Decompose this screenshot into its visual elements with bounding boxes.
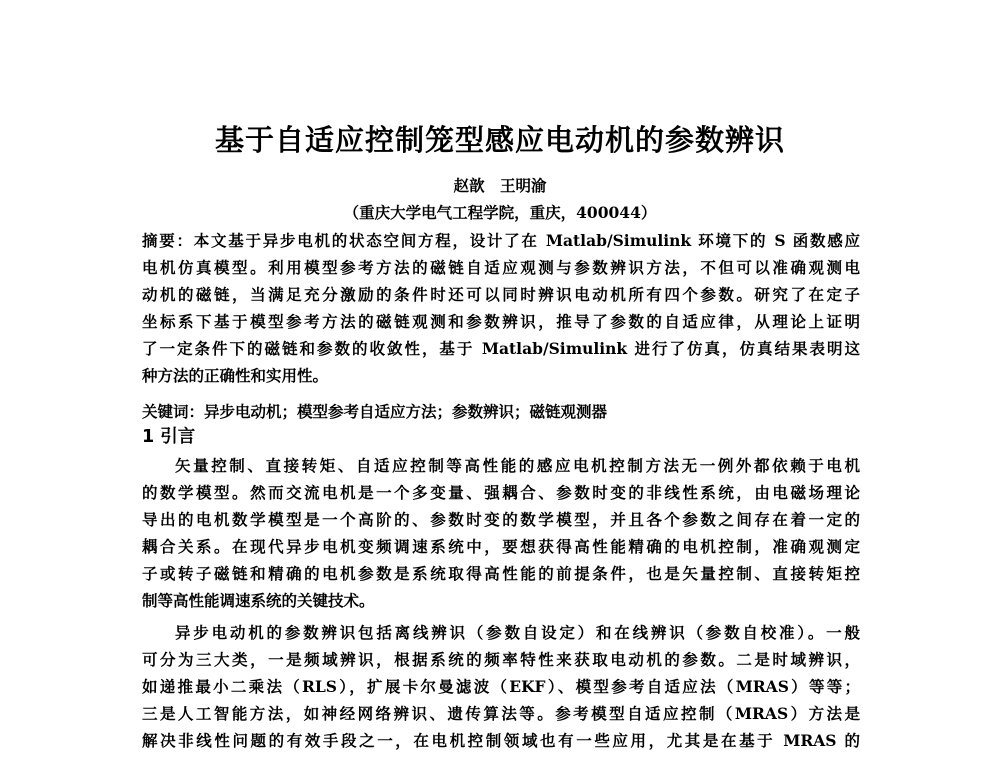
paragraph-2 [142, 619, 860, 754]
abstract-line: 动机的磁链，当满足充分激励的条件时还可以同时辨识电动机所有四个参数。研究了在定子 [142, 285, 860, 304]
paragraph-line: 制等高性能调速系统的关键技术。 [142, 591, 375, 610]
affiliation: （重庆大学电气工程学院，重庆，400044） [343, 203, 657, 222]
abstract-line: 种方法的正确性和实用性。 [142, 366, 329, 385]
authors: 赵歆 王明渝 [453, 176, 547, 195]
abstract-line: 摘要：本文基于异步电机的状态空间方程，设计了在 Matlab/Simulink 环境下的 S 函数感应 [142, 231, 860, 250]
paragraph-line: 矢量控制、直接转矩、自适应控制等高性能的感应电机控制方法无一例外都依赖于电机 [175, 456, 860, 475]
paragraph-line: 耦合关系。在现代异步电机变频调速系统中，要想获得高性能精确的电机控制，准确观测定 [142, 537, 860, 556]
paragraph-line: 异步电动机的参数辨识包括离线辨识（参数自设定）和在线辨识（参数自校准）。一般 [175, 623, 860, 642]
paragraph-line: 三是人工智能方法，如神经网络辨识、遗传算法等。参考模型自适应控制（MRAS）方法是 [142, 704, 860, 723]
paper-title: 基于自适应控制笼型感应电动机的参数辨识 [214, 123, 785, 157]
paragraph-line: 如递推最小二乘法（RLS），扩展卡尔曼滤波（EKF）、模型参考自适应法（MRAS）等等； [142, 677, 860, 696]
abstract-line: 了一定条件下的磁链和参数的收敛性，基于 Matlab/Simulink 进行了仿真，仿真结果表明这 [142, 339, 860, 358]
paragraph-1 [142, 452, 860, 614]
abstract [142, 227, 860, 389]
keywords-line: 关键词：异步电动机；模型参考自适应方法；参数辨识；磁链观测器 [142, 402, 608, 421]
paragraph-line: 解决非线性问题的有效手段之一，在电机控制领域也有一些应用，尤其是在基于 MRAS 的 [142, 731, 860, 750]
abstract-line: 电机仿真模型。利用模型参考方法的磁链自适应观测与参数辨识方法，不但可以准确观测电 [142, 258, 860, 277]
abstract-line: 坐标系下基于模型参考方法的磁链观测和参数辨识，推导了参数的自适应律，从理论上证明 [142, 312, 860, 331]
paragraph-line: 导出的电机数学模型是一个高阶的、参数时变的数学模型，并且各个参数之间存在着一定的 [142, 510, 860, 529]
paragraph-line: 的数学模型。然而交流电机是一个多变量、强耦合、参数时变的非线性系统，由电磁场理论 [142, 483, 860, 502]
paragraph-line: 可分为三大类，一是频域辨识，根据系统的频率特性来获取电动机的参数。二是时域辨识， [142, 650, 860, 669]
keywords [142, 398, 860, 425]
paragraph-line: 子或转子磁链和精确的电机参数是系统取得高性能的前提条件，也是矢量控制、直接转矩控 [142, 564, 860, 583]
section-heading: 1 引言 [142, 427, 196, 447]
